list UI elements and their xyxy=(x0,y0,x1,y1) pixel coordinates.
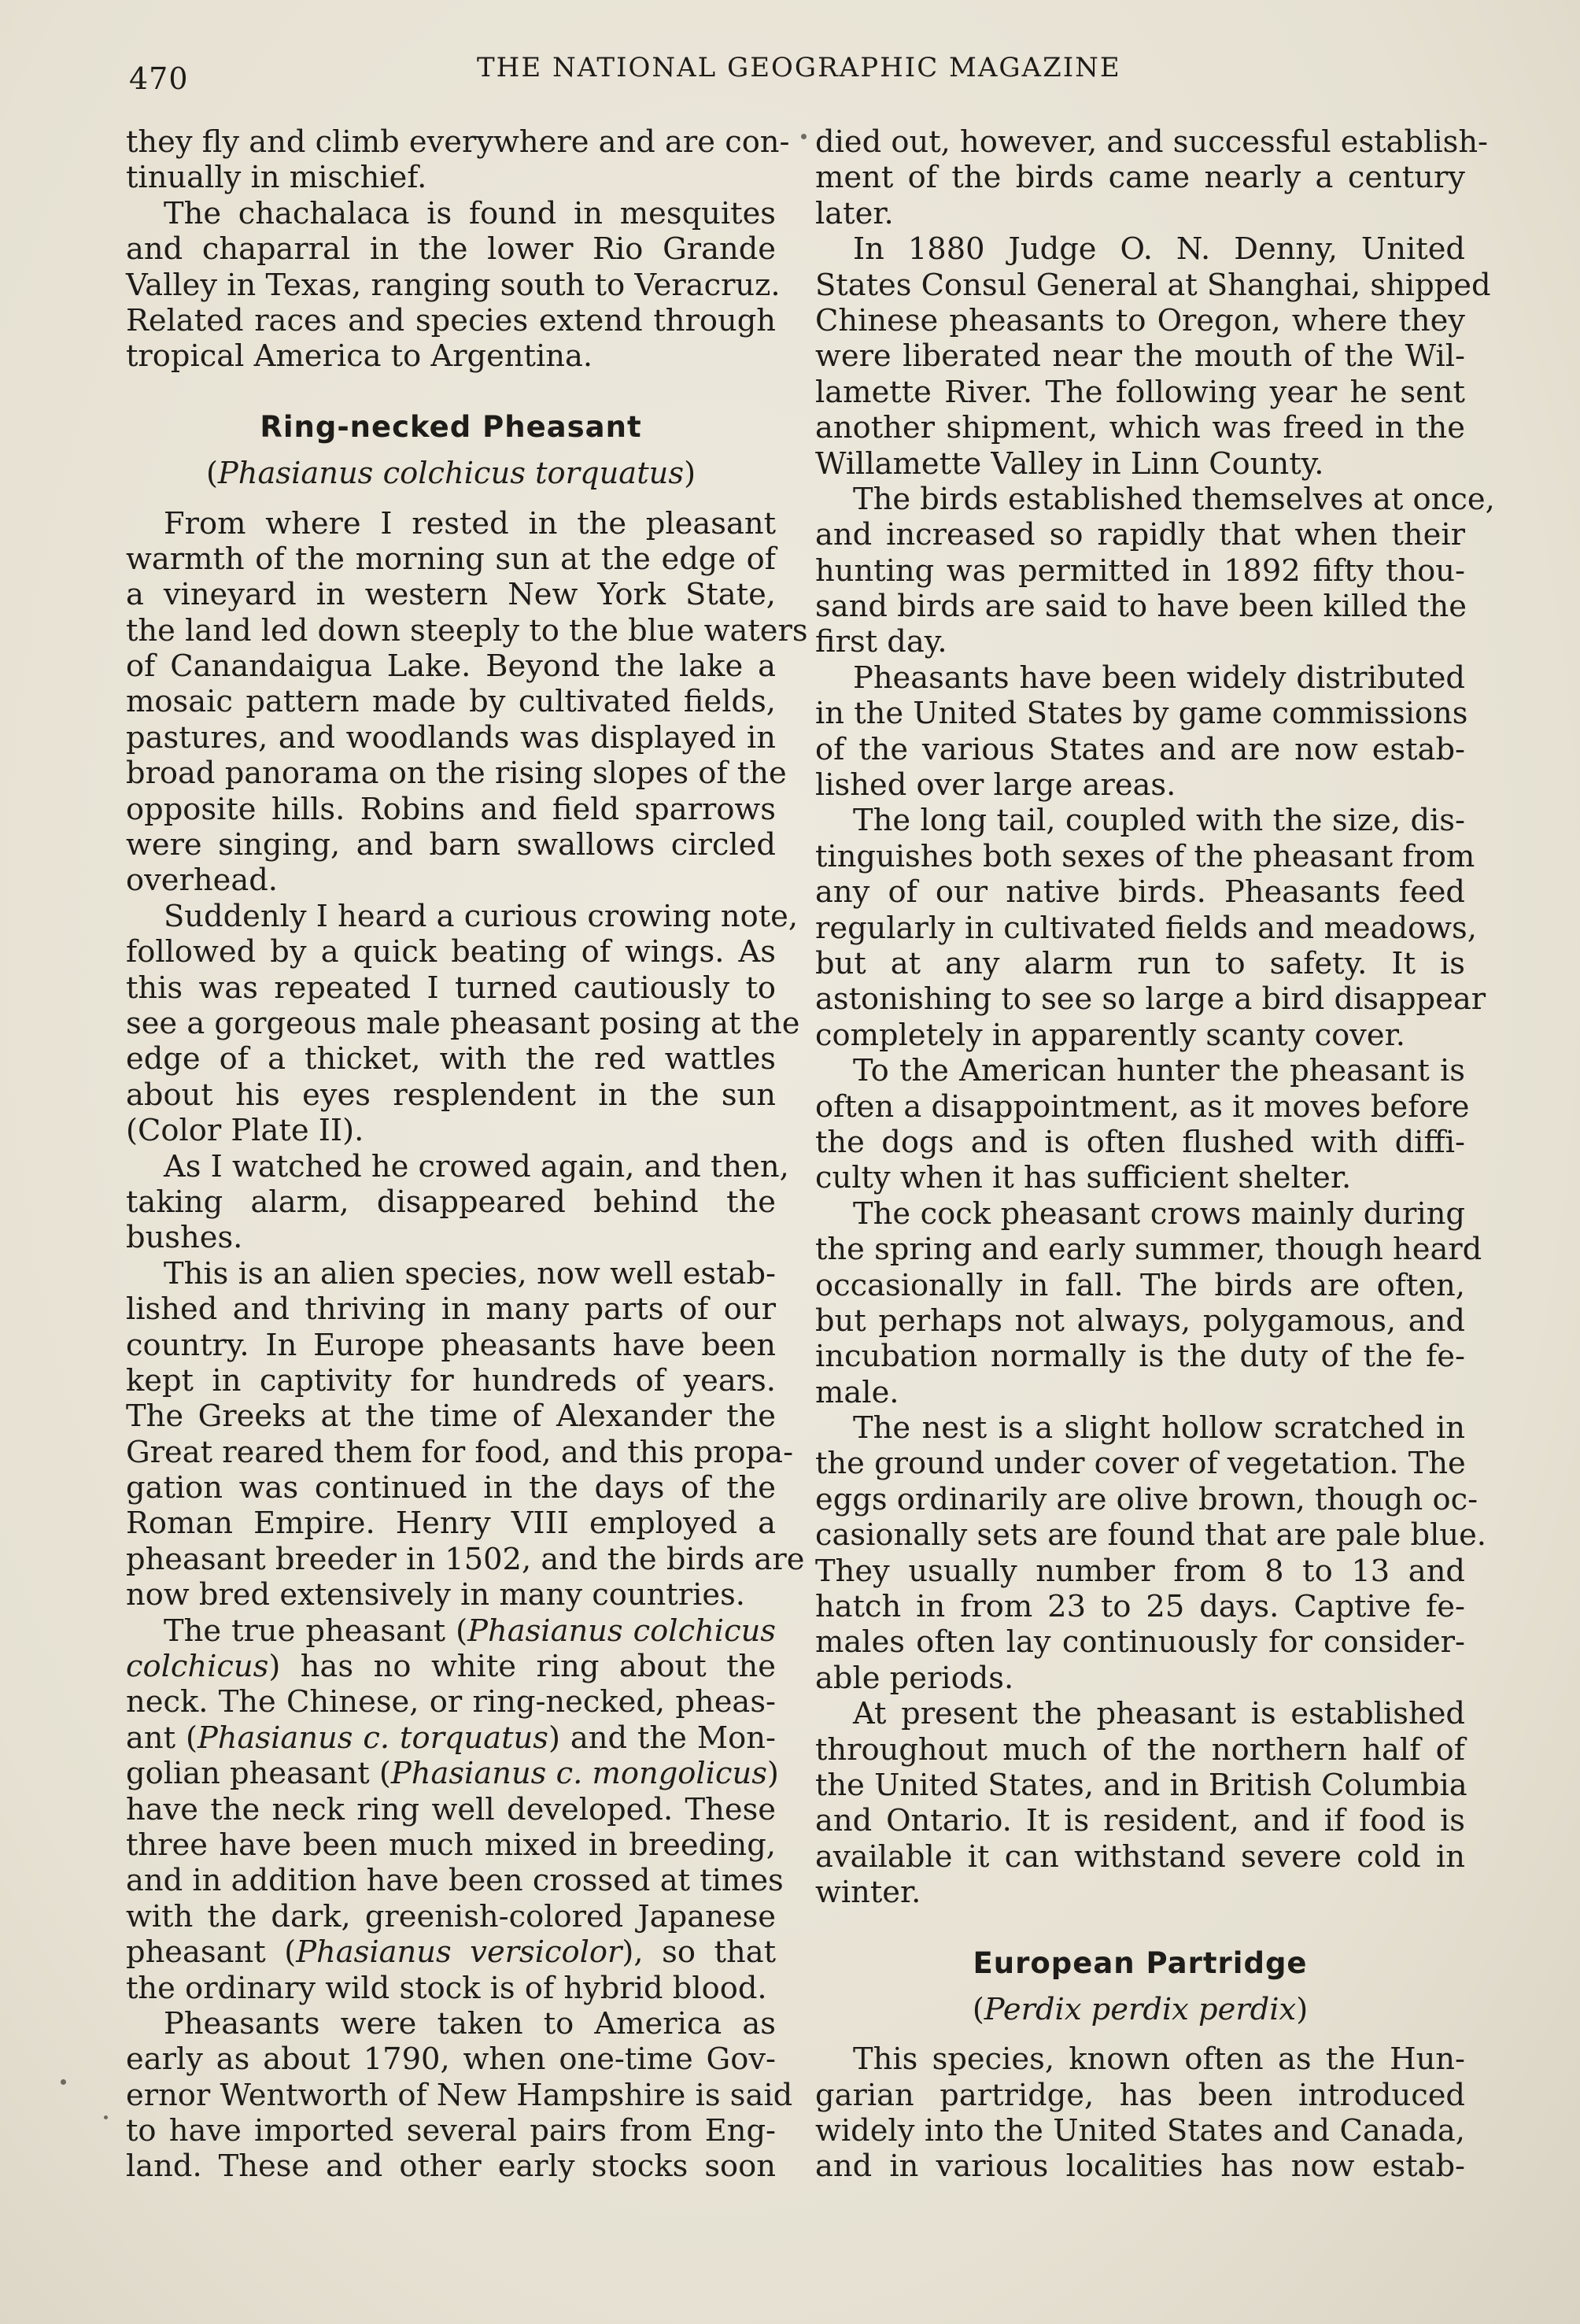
italic-name: Phasianus c. torquatus xyxy=(197,1720,548,1756)
text-line: This species, known often as the Hun- xyxy=(853,2041,1465,2078)
text-line: Great reared them for food, and this propa- xyxy=(126,1434,794,1470)
text-line: the ground under cover of vegetation. The xyxy=(815,1446,1466,1482)
text-run: ant ( xyxy=(126,1720,198,1756)
text-line: males often lay continuously for consider- xyxy=(815,1624,1465,1661)
text-line: were singing, and barn swallows circled xyxy=(126,827,776,863)
text-line: hatch in from 23 to 25 days. Captive fe- xyxy=(815,1589,1465,1625)
text-line: the land led down steeply to the blue waters xyxy=(126,612,808,648)
text-line: regularly in cultivated fields and meadows, xyxy=(815,910,1477,946)
text-line: As I watched he crowed again, and then, xyxy=(164,1148,789,1184)
text-line: early as about 1790, when one-time Gov- xyxy=(126,2041,776,2078)
text-line: The cock pheasant crows mainly during xyxy=(853,1195,1465,1232)
text-line: available it can withstand severe cold in xyxy=(815,1838,1465,1875)
text-line: occasionally in fall. The birds are often, xyxy=(815,1267,1465,1303)
scientific-name: (Phasianus colchicus torquatus) xyxy=(205,456,696,492)
text-line: Willamette Valley in Linn County. xyxy=(815,445,1324,482)
text-line: In 1880 Judge O. N. Denny, United xyxy=(853,231,1465,268)
text-run: ) xyxy=(766,1756,779,1792)
text-line: but perhaps not always, polygamous, and xyxy=(815,1302,1465,1339)
text-line: garian partridge, has been introduced xyxy=(815,2077,1465,2113)
text-line: and in various localities has now estab- xyxy=(815,2148,1465,2185)
text-line: followed by a quick beating of wings. As xyxy=(126,934,776,970)
text-line: and in addition have been crossed at times xyxy=(126,1863,784,1899)
text-line: culty when it has sufficient shelter. xyxy=(815,1160,1352,1196)
text-line: bushes. xyxy=(126,1220,243,1256)
text-line: The Greeks at the time of Alexander the xyxy=(126,1398,776,1435)
text-line: From where I rested in the pleasant xyxy=(164,505,776,541)
text-run: ) and the Mon- xyxy=(548,1720,776,1756)
text-line: astonishing to see so large a bird disappear xyxy=(815,981,1486,1018)
scientific-name-text: Phasianus colchicus torquatus xyxy=(217,456,685,492)
text-line: opposite hills. Robins and field sparrows xyxy=(126,791,776,827)
text-line xyxy=(126,1756,779,1792)
text-line: land. These and other early stocks soon xyxy=(126,2148,776,2185)
text-line: neck. The Chinese, or ring-necked, pheas- xyxy=(126,1684,776,1720)
text-line: Roman Empire. Henry VIII employed a xyxy=(126,1506,776,1542)
scientific-name-text: Perdix perdix perdix xyxy=(984,1991,1297,2027)
text-line: throughout much of the northern half of xyxy=(815,1731,1465,1768)
text-line: another shipment, which was freed in the xyxy=(815,410,1465,446)
magazine-title: THE NATIONAL GEOGRAPHIC MAGAZINE xyxy=(477,52,1121,83)
left-column xyxy=(126,124,808,2185)
text-line: warmth of the morning sun at the edge of xyxy=(126,541,776,577)
text-line: pheasant breeder in 1502, and the birds are xyxy=(126,1541,805,1577)
text-run: pheasant ( xyxy=(126,1934,297,1971)
text-line: see a gorgeous male pheasant posing at the xyxy=(126,1005,800,1041)
text-line: overhead. xyxy=(126,863,278,899)
text-line: taking alarm, disappeared behind the xyxy=(126,1184,776,1220)
text-line: pastures, and woodlands was displayed in xyxy=(126,719,776,756)
text-run: ), so that xyxy=(622,1934,777,1971)
text-line: Pheasants were taken to America as xyxy=(164,2005,776,2041)
text-line: tinguishes both sexes of the pheasant from xyxy=(815,838,1475,874)
text-line: To the American hunter the pheasant is xyxy=(853,1053,1465,1089)
text-line: gation was continued in the days of the xyxy=(126,1470,776,1506)
text-line: lamette River. The following year he sent xyxy=(815,374,1465,410)
text-line: often a disappointment, as it moves before xyxy=(815,1088,1470,1125)
text-line: edge of a thicket, with the red wattles xyxy=(126,1041,776,1077)
section-heading: Ring-necked Pheasant xyxy=(260,409,642,444)
page-number: 470 xyxy=(129,61,189,96)
right-column xyxy=(815,124,1495,2185)
running-head xyxy=(0,52,1580,99)
text-line: ment of the birds came nearly a century xyxy=(815,160,1465,196)
text-line: have the neck ring well developed. These xyxy=(126,1791,776,1827)
text-line: hunting was permitted in 1892 fifty thou- xyxy=(815,552,1465,589)
text-line: Valley in Texas, ranging south to Veracruz. xyxy=(126,267,781,303)
text-line: The long tail, coupled with the size, dis- xyxy=(853,803,1465,839)
text-line: Related races and species extend through xyxy=(126,302,776,338)
text-line xyxy=(126,1720,776,1756)
text-line: of Canandaigua Lake. Beyond the lake a xyxy=(126,648,776,685)
text-line: casionally sets are found that are pale blue. xyxy=(815,1517,1487,1554)
text-line: (Color Plate II). xyxy=(126,1113,364,1149)
scientific-name: (Perdix perdix perdix) xyxy=(972,1991,1309,2027)
text-run: ) has no white ring about the xyxy=(268,1649,776,1685)
text-line: able periods. xyxy=(815,1660,1014,1696)
text-line: a vineyard in western New York State, xyxy=(126,577,776,613)
text-line: the United States, and in British Columbia xyxy=(815,1767,1467,1803)
text-line: The birds established themselves at once, xyxy=(853,481,1495,517)
text-line: Suddenly I heard a curious crowing note, xyxy=(164,898,799,934)
text-line: but at any alarm run to safety. It is xyxy=(815,945,1465,981)
text-line: kept in captivity for hundreds of years. xyxy=(126,1362,776,1398)
section-heading: European Partridge xyxy=(973,1945,1308,1980)
text-line: tinually in mischief. xyxy=(126,160,427,196)
text-line: eggs ordinarily are olive brown, though oc- xyxy=(815,1481,1478,1517)
text-line: the ordinary wild stock is of hybrid blood. xyxy=(126,1970,767,2006)
text-line: mosaic pattern made by cultivated fields, xyxy=(126,684,776,720)
text-run: The true pheasant ( xyxy=(164,1613,468,1649)
text-line: were liberated near the mouth of the Wil- xyxy=(815,338,1465,375)
text-line: The nest is a slight hollow scratched in xyxy=(853,1410,1465,1446)
text-line: widely into the United States and Canada, xyxy=(815,2113,1465,2149)
text-line: This is an alien species, now well estab- xyxy=(164,1255,776,1291)
text-line: first day. xyxy=(815,624,947,660)
text-line: broad panorama on the rising slopes of the xyxy=(126,756,787,792)
print-speck xyxy=(801,134,807,139)
text-line xyxy=(126,1649,776,1684)
text-line: they fly and climb everywhere and are con- xyxy=(126,124,790,160)
text-line: and increased so rapidly that when their xyxy=(815,517,1465,553)
text-line xyxy=(126,1934,776,1970)
text-line: about his eyes resplendent in the sun xyxy=(126,1077,776,1113)
text-line: States Consul General at Shanghai, shipped xyxy=(815,267,1491,303)
text-line: this was repeated I turned cautiously to xyxy=(126,970,776,1006)
text-line: three have been much mixed in breeding, xyxy=(126,1827,776,1863)
text-line: country. In Europe pheasants have been xyxy=(126,1327,776,1363)
text-line xyxy=(126,1613,776,1649)
italic-name: colchicus xyxy=(126,1649,269,1685)
text-line: lished and thriving in many parts of our xyxy=(126,1291,776,1328)
print-speck xyxy=(61,2079,66,2085)
text-line: to have imported several pairs from Eng- xyxy=(126,2113,776,2149)
text-line: tropical America to Argentina. xyxy=(126,338,593,375)
print-speck xyxy=(104,2115,108,2119)
italic-name: Phasianus colchicus xyxy=(467,1613,777,1649)
text-line: winter. xyxy=(815,1875,921,1911)
text-line: Chinese pheasants to Oregon, where they xyxy=(815,302,1465,338)
text-line: Pheasants have been widely distributed xyxy=(853,660,1465,696)
text-line: incubation normally is the duty of the fe- xyxy=(815,1339,1465,1375)
text-line: and chaparral in the lower Rio Grande xyxy=(126,231,776,268)
text-line: the spring and early summer, though heard xyxy=(815,1232,1482,1268)
text-line: The chachalaca is found in mesquites xyxy=(164,195,776,231)
text-line: died out, however, and successful establish- xyxy=(815,124,1489,160)
text-line: and Ontario. It is resident, and if food is xyxy=(815,1803,1465,1839)
text-line: now bred extensively in many countries. xyxy=(126,1577,745,1613)
text-run: golian pheasant ( xyxy=(126,1756,391,1792)
italic-name: Phasianus versicolor xyxy=(296,1934,622,1971)
text-line: sand birds are said to have been killed the xyxy=(815,589,1467,625)
text-line: any of our native birds. Pheasants feed xyxy=(815,874,1465,911)
text-line: male. xyxy=(815,1374,899,1410)
text-line: lished over large areas. xyxy=(815,767,1176,804)
text-line: the dogs and is often flushed with diffi- xyxy=(815,1124,1465,1160)
text-line: of the various States and are now estab- xyxy=(815,731,1465,767)
text-line: in the United States by game commissions xyxy=(815,696,1468,732)
italic-name: Phasianus c. mongolicus xyxy=(390,1756,767,1792)
text-line: At present the pheasant is established xyxy=(853,1696,1465,1732)
text-line: ernor Wentworth of New Hampshire is said xyxy=(126,2077,793,2113)
text-line: later. xyxy=(815,195,894,231)
text-line: completely in apparently scanty cover. xyxy=(815,1017,1405,1053)
text-line: with the dark, greenish-colored Japanese xyxy=(126,1898,776,1934)
text-line: They usually number from 8 to 13 and xyxy=(815,1553,1465,1589)
